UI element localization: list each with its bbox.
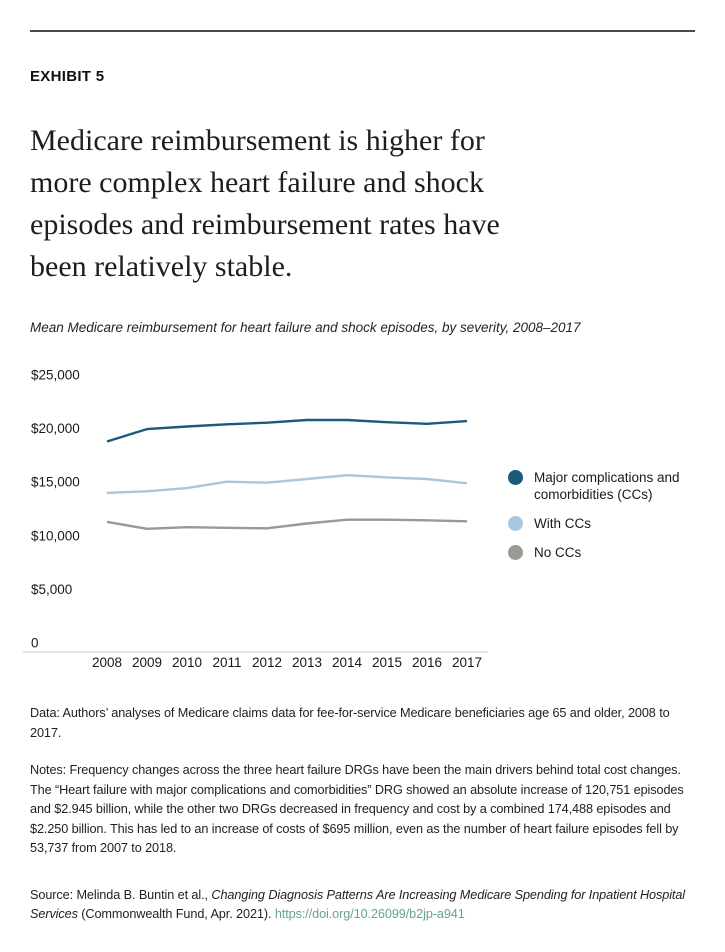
y-tick-label: $20,000 (31, 421, 80, 437)
y-tick-label: $25,000 (31, 367, 80, 383)
page-title-line: episodes and reimbursement rates have (30, 208, 500, 241)
page-title-line: more complex heart failure and shock (30, 166, 484, 199)
y-tick-label: 0 (31, 635, 39, 651)
page-title (30, 120, 680, 288)
x-tick-label: 2015 (371, 655, 403, 670)
y-tick-label: $15,000 (31, 474, 80, 490)
top-rule-divider (30, 30, 695, 32)
page-title-line: Medicare reimbursement is higher for (30, 124, 485, 157)
chart-subtitle: Mean Medicare reimbursement for heart failure and shock episodes, by severity, 2008–2017 (30, 320, 581, 335)
x-tick-label: 2011 (212, 655, 242, 670)
source-publication-title: Changing Diagnosis Patterns Are Increasing Medicare Spending for Inpatient Hospital Services (30, 887, 686, 921)
legend-item-no-ccs (508, 544, 695, 561)
x-tick-label: 2013 (291, 655, 323, 670)
chart-legend (508, 469, 695, 573)
series-line-major-ccs (107, 420, 467, 442)
x-tick-label: 2009 (131, 655, 163, 670)
exhibit-label: EXHIBIT 5 (30, 68, 105, 85)
x-tick-label: 2016 (411, 655, 443, 670)
x-tick-label: 2014 (331, 655, 363, 670)
legend-swatch-icon (508, 516, 523, 531)
source-suffix: (Commonwealth Fund, Apr. 2021). (77, 907, 275, 921)
legend-label: No CCs (534, 545, 582, 560)
series-line-no-ccs (107, 520, 467, 529)
x-tick-label: 2017 (451, 655, 483, 670)
chart-svg (30, 361, 495, 671)
doi-link[interactable]: https://doi.org/10.26099/b2jp-a941 (274, 907, 465, 921)
source-footnote (30, 886, 695, 925)
y-tick-label: $10,000 (31, 528, 80, 544)
legend-label: With CCs (534, 516, 591, 531)
notes-footnote: Notes: Frequency changes across the three heart failure DRGs have been the main drivers behind total cost changes. The “Heart failure with major complications and comorbidities” DRG showed an absolute increase of 120,751 episodes and $2.945 billion, while the other two DRGs decreased in frequency and cost by a combined 174,488 episodes and $2.250 billion. This has led to an increase of costs of $695 million, even as the number of heart failure episodes fell by 53,737 from 2007 to 2018. (30, 763, 684, 855)
page-title-line: been relatively stable. (30, 250, 293, 283)
x-tick-label: 2010 (171, 655, 203, 670)
legend-label: Major complications and comorbidities (CCs) (534, 470, 680, 502)
source-prefix: Source: Melinda B. Buntin et al., (30, 887, 212, 902)
x-tick-label: 2008 (91, 655, 123, 670)
x-tick-label: 2012 (251, 655, 283, 670)
y-tick-label: $5,000 (31, 581, 73, 597)
legend-item-with-ccs (508, 515, 695, 532)
legend-swatch-icon (508, 545, 523, 560)
line-chart (30, 361, 695, 671)
legend-swatch-icon (508, 470, 523, 485)
series-line-with-ccs (107, 475, 467, 493)
legend-item-major-ccs (508, 469, 695, 503)
data-footnote: Data: Authors’ analyses of Medicare claims data for fee-for-service Medicare beneficiaries age 65 and older, 2008 to 2017. (30, 706, 670, 740)
